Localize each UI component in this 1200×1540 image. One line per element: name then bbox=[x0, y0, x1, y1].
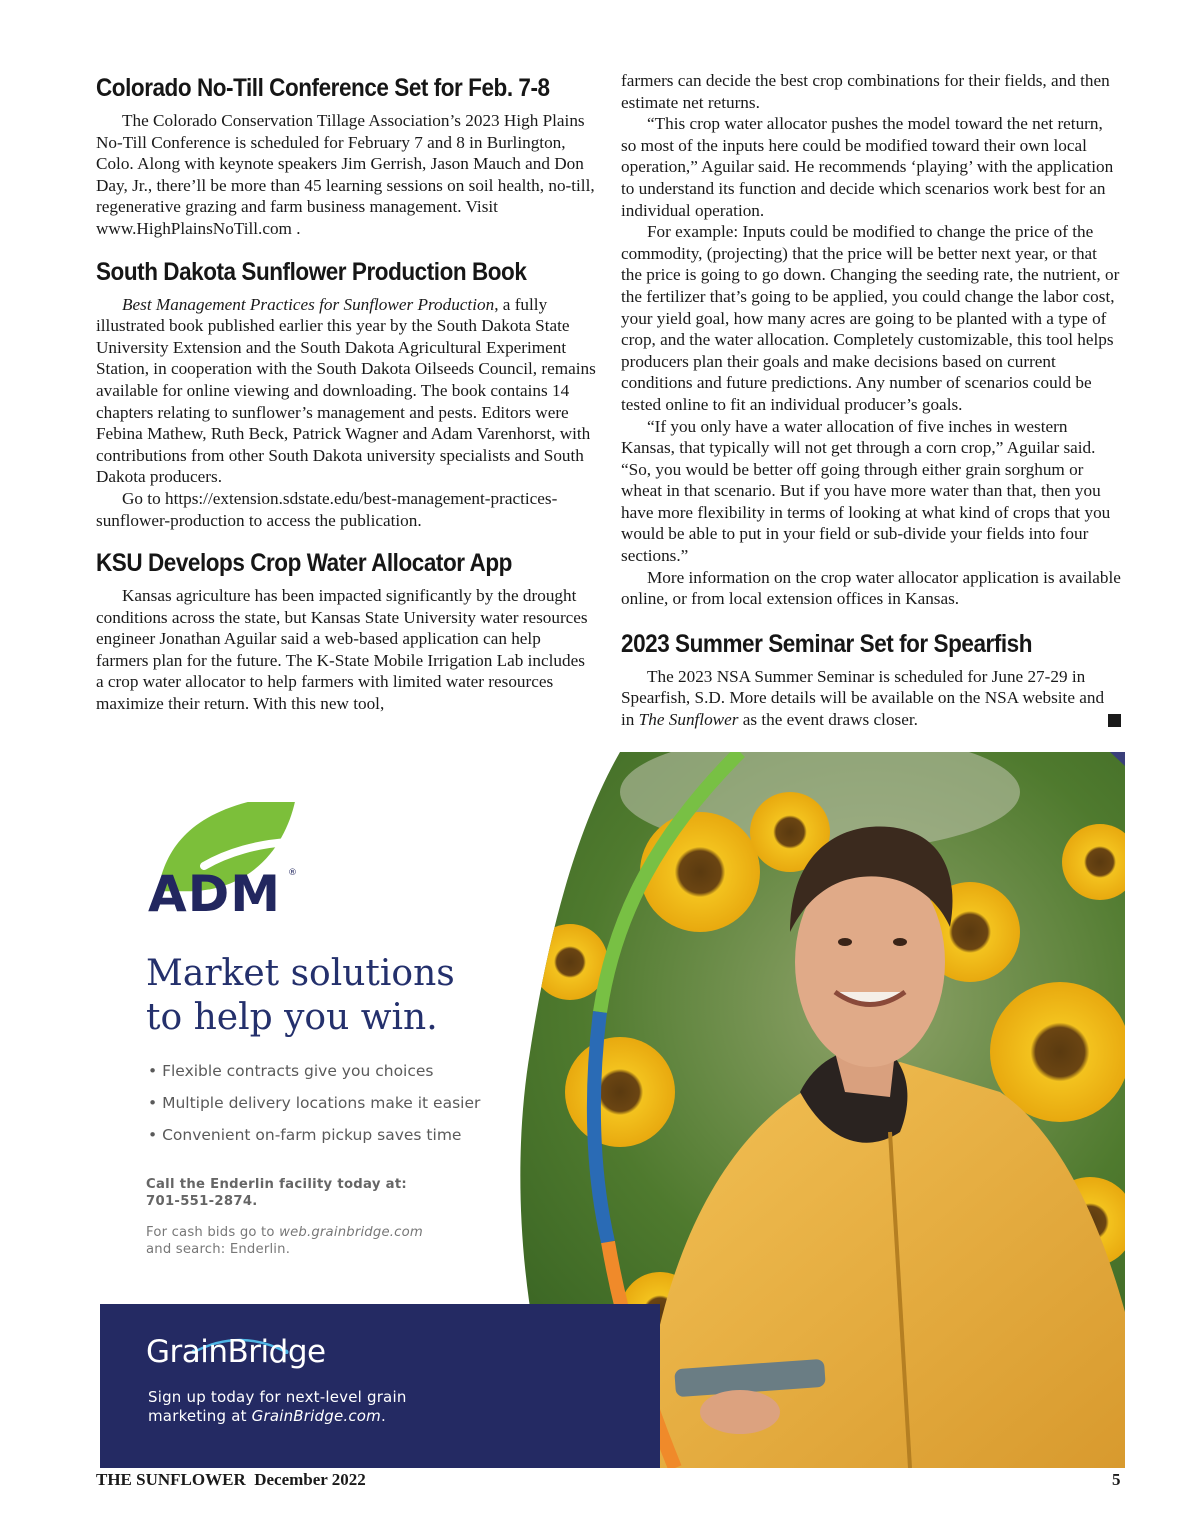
ad-cash-bids bbox=[146, 1224, 423, 1258]
tagline-line-2: to help you win. bbox=[146, 997, 438, 1038]
grainbridge-signup bbox=[148, 1388, 407, 1426]
article-ksu-body: Kansas agriculture has been impacted significantly by the drought conditions across the state, but Kansas State University water resources engineer Jonathan Aguilar said a web-based application can help farmers plan for the future. The K-State Mobile Irrigation Lab includes a crop water allocator to help farmers with limited water resources maximize their return. With this new tool, bbox=[96, 586, 588, 714]
benefit-item: • Flexible contracts give you choices bbox=[148, 1062, 480, 1094]
registered-mark: ® bbox=[288, 868, 297, 878]
signup-line-1: Sign up today for next-level grain bbox=[148, 1388, 407, 1406]
call-line-1: Call the Enderlin facility today at: bbox=[146, 1177, 408, 1192]
article-colorado-body: The Colorado Conservation Tillage Association’s 2023 High Plains No-Till Conference is scheduled for February 7 and 8 in Burlington, Colo. Along with keynote speakers Jim Gerrish, Jason Mauch and Don Day, Jr., there’ll be more than 45 learning sessions on soil health, no-till, regenerative grazing and farm business management. Visit www.HighPlainsNoTill.com . bbox=[96, 111, 595, 238]
headline-colorado: Colorado No-Till Conference Set for Feb. 7-8 bbox=[96, 74, 550, 102]
article-sunflower-book-link: Go to https://extension.sdstate.edu/best-management-practices-sunflower-production to access the publication. bbox=[96, 488, 558, 530]
footer-page-number: 5 bbox=[1112, 1470, 1121, 1489]
headline-ksu: KSU Develops Crop Water Allocator App bbox=[96, 549, 512, 578]
benefit-item: • Convenient on-farm pickup saves time bbox=[148, 1126, 480, 1158]
book-title: Best Management Practices for Sunflower Production bbox=[122, 294, 495, 314]
ad-call-to-action bbox=[146, 1176, 407, 1210]
ad-benefits-list bbox=[148, 1062, 480, 1158]
book-description: , a fully illustrated book published earlier this year by the South Dakota State University Extension and the South Dakota Agricultural Experiment Station, in cooperation with the South Dakota Oilseeds Council, remains available for online viewing and downloading. The book contains 14 chapters relating to sunflower’s management and pests. Editors were Febina Mathew, Ruth Beck, Patrick Wagner and Adam Varenhorst, with contributions from other South Dakota university specialists and South Dakota producers. bbox=[96, 294, 596, 487]
end-of-story-mark bbox=[1108, 714, 1121, 727]
headline-summer-seminar: 2023 Summer Seminar Set for Spearfish bbox=[621, 629, 1033, 658]
article-seminar-body bbox=[621, 666, 1121, 731]
phone-number: 701-551-2874. bbox=[146, 1194, 258, 1209]
seminar-publication-name: The Sunflower bbox=[638, 710, 739, 730]
signup-suffix: . bbox=[381, 1407, 386, 1425]
seminar-text-end: as the event draws closer. bbox=[738, 710, 918, 730]
article-ksu-quote-2: “If you only have a water allocation of five inches in western Kansas, that typically will not get through a corn crop,” Aguilar said. “So, you would be better off going through either grain sorghum or wheat in that scenario. But if you have more water than that, then you have more flexibility in terms of looking at what kind of crops that you would be able to put in your field or sub-divide your fields into four sections.” bbox=[621, 416, 1111, 566]
ad-copy-panel bbox=[100, 752, 660, 1304]
footer-publication: THE SUNFLOWER December 2022 bbox=[96, 1470, 366, 1489]
grainbridge-logo: GrainBridge bbox=[146, 1334, 326, 1370]
ad-tagline bbox=[146, 952, 566, 1040]
tagline-line-1: Market solutions bbox=[146, 953, 455, 994]
cash-bids-prefix: For cash bids go to bbox=[146, 1225, 280, 1240]
adm-wordmark: ADM bbox=[148, 865, 281, 923]
article-ksu-quote: “This crop water allocator pushes the model toward the net return, so most of the inputs here could be modified toward their own local operation,” Aguilar said. He recommends ‘playing’ with the application to understand its function and decide which scenarios work best for an individual operation. bbox=[621, 114, 1114, 220]
article-sunflower-book-body bbox=[96, 294, 596, 488]
article-ksu-more-info: More information on the crop water allocator application is available online, or from local extension offices in Kansas. bbox=[621, 567, 1121, 609]
article-ksu-continued: farmers can decide the best crop combinations for their fields, and then estimate net returns. bbox=[621, 71, 1110, 112]
grainbridge-band bbox=[100, 1304, 660, 1468]
cash-bids-url: web.grainbridge.com bbox=[279, 1225, 423, 1240]
signup-url: GrainBridge.com bbox=[251, 1407, 381, 1425]
right-column bbox=[621, 70, 1121, 731]
headline-sunflower-book: South Dakota Sunflower Production Book bbox=[96, 257, 527, 286]
article-ksu-example: For example: Inputs could be modified to change the price of the commodity, (projecting) that the price will be better next year, or that the price is going to go down. Changing the seeding rate, the nutrient, or the fertilizer that’s going to be applied, you could change the labor cost, your yield goal, how many acres are going to be planted with a type of crop, and the water allocation. Completely customizable, this tool helps producers plan their goals and make decisions based on current conditions and future predictions. Any number of scenarios could be tested online to fit an individual producer’s goals. bbox=[621, 222, 1120, 414]
signup-prefix: marketing at bbox=[148, 1407, 252, 1425]
seminar-text: The 2023 NSA Summer Seminar is scheduled for June 27-29 in Spearfish, S.D. More details will be available on the NSA website and in bbox=[621, 666, 1105, 730]
adm-advertisement bbox=[100, 752, 1125, 1468]
left-column bbox=[96, 68, 596, 715]
benefit-item: • Multiple delivery locations make it easier bbox=[148, 1094, 480, 1126]
cash-bids-search: and search: Enderlin. bbox=[146, 1242, 291, 1257]
